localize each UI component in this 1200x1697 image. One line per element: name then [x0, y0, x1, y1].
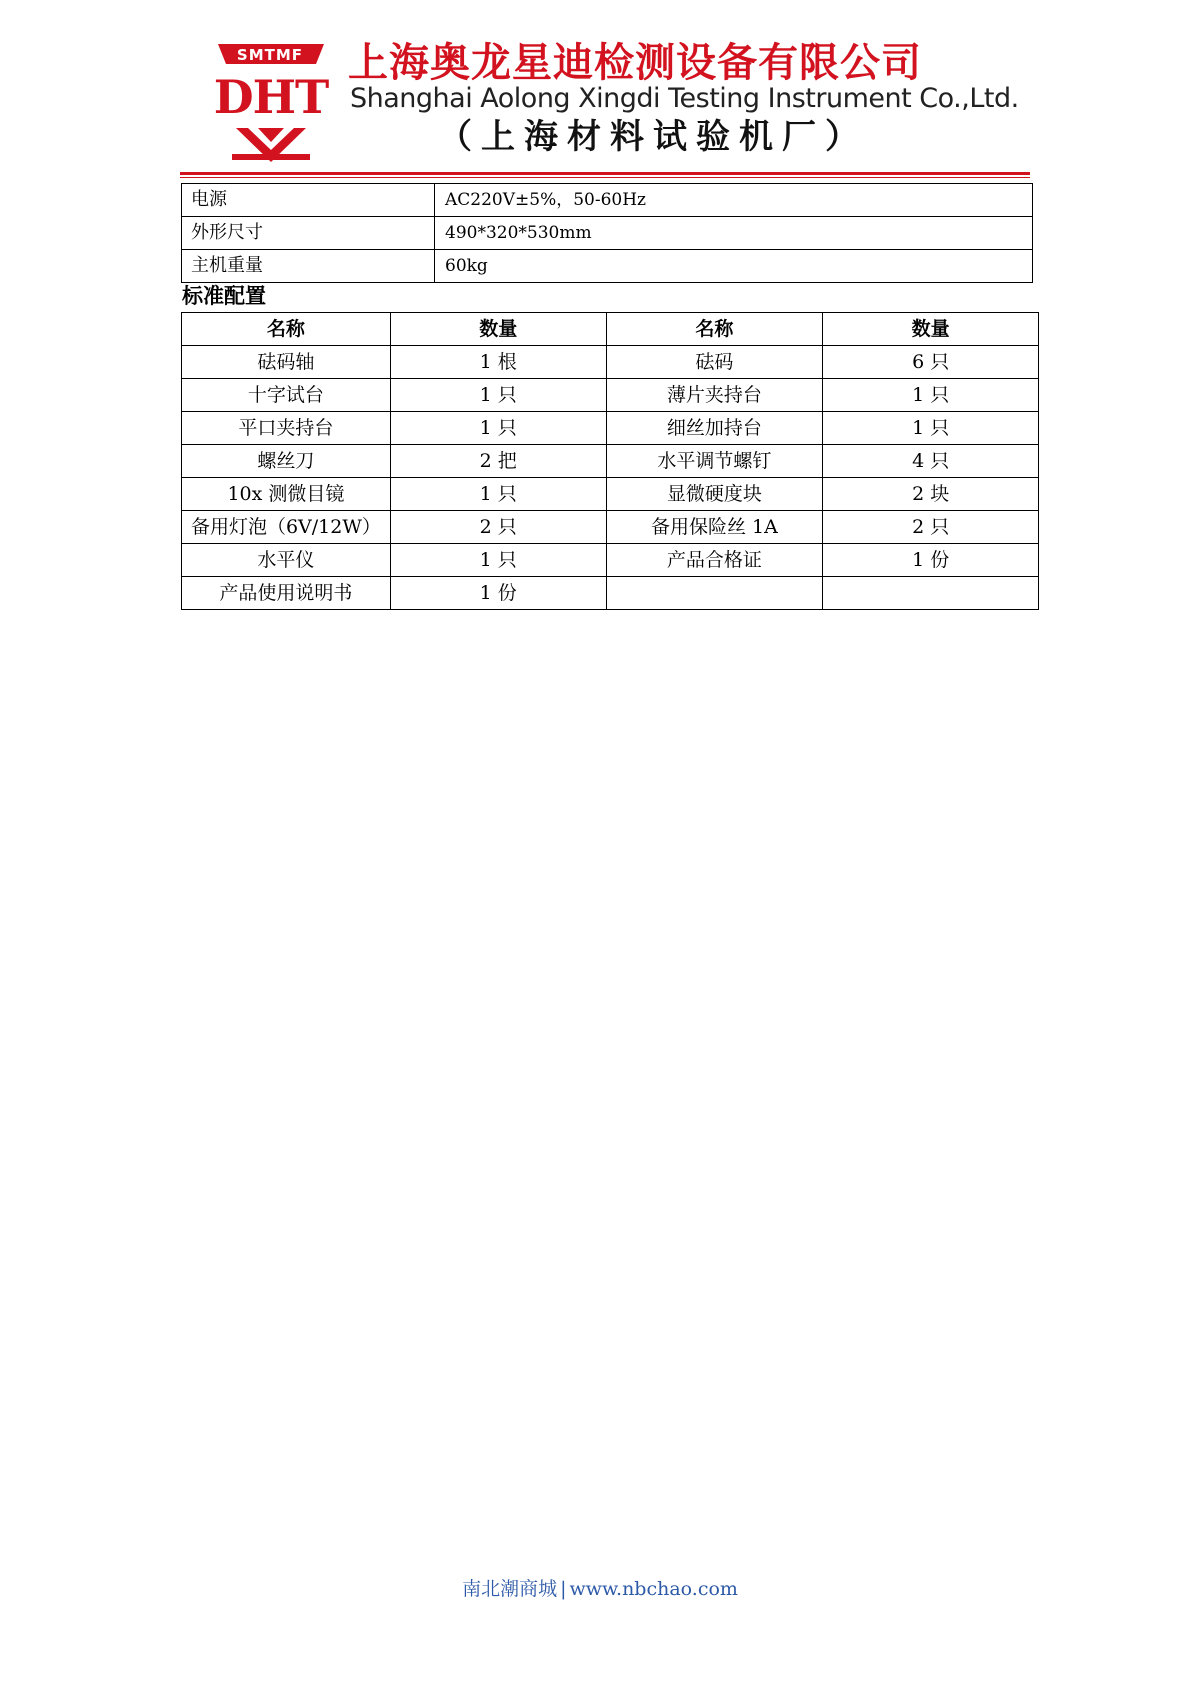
item-quantity: 1 根 — [390, 346, 606, 379]
column-header: 名称 — [182, 313, 391, 346]
column-header: 数量 — [823, 313, 1039, 346]
item-name: 水平调节螺钉 — [606, 445, 823, 478]
column-header: 数量 — [390, 313, 606, 346]
footer-site-name[interactable]: 南北潮商城 — [462, 1578, 558, 1600]
table-row — [182, 577, 1039, 610]
standard-config-table — [181, 312, 1039, 610]
dht-logo — [208, 42, 334, 164]
spec-value: 60kg — [435, 250, 1033, 283]
item-quantity: 1 只 — [823, 379, 1039, 412]
item-name: 砝码轴 — [182, 346, 391, 379]
item-name: 10x 测微目镜 — [182, 478, 391, 511]
item-name: 螺丝刀 — [182, 445, 391, 478]
table-row — [182, 412, 1039, 445]
item-name: 产品合格证 — [606, 544, 823, 577]
item-name: 平口夹持台 — [182, 412, 391, 445]
item-quantity: 4 只 — [823, 445, 1039, 478]
item-quantity: 1 只 — [390, 379, 606, 412]
item-quantity: 2 块 — [823, 478, 1039, 511]
item-name: 细丝加持台 — [606, 412, 823, 445]
item-quantity: 1 份 — [823, 544, 1039, 577]
table-row — [182, 346, 1039, 379]
item-quantity: 1 只 — [390, 544, 606, 577]
spec-value: 490*320*530mm — [435, 217, 1033, 250]
item-quantity: 1 只 — [390, 412, 606, 445]
header-rule-thin — [180, 177, 1030, 178]
factory-name: （上海材料试验机厂） — [438, 117, 868, 157]
item-quantity: 2 把 — [390, 445, 606, 478]
table-row — [182, 184, 1033, 217]
company-name-en: Shanghai Aolong Xingdi Testing Instrument Co.,Ltd. — [350, 83, 1019, 114]
item-name: 备用保险丝 1A — [606, 511, 823, 544]
item-name: 显微硬度块 — [606, 478, 823, 511]
section-title-standard-config: 标准配置 — [182, 284, 266, 308]
column-header: 名称 — [606, 313, 823, 346]
item-name: 产品使用说明书 — [182, 577, 391, 610]
spec-label: 外形尺寸 — [182, 217, 435, 250]
spec-table — [181, 183, 1033, 283]
item-quantity: 2 只 — [823, 511, 1039, 544]
company-name-cn: 上海奥龙星迪检测设备有限公司 — [348, 40, 922, 86]
header-rule-thick — [180, 172, 1030, 175]
footer-watermark — [0, 1576, 1200, 1602]
logo-dht-text: DHT — [213, 70, 329, 124]
item-quantity: 1 只 — [823, 412, 1039, 445]
item-name: 砝码 — [606, 346, 823, 379]
letterhead — [190, 38, 1030, 168]
table-header-row — [182, 313, 1039, 346]
logo-smtmf-text: SMTMF — [236, 46, 304, 64]
item-name: 薄片夹持台 — [606, 379, 823, 412]
item-quantity: 1 只 — [390, 478, 606, 511]
spec-label: 电源 — [182, 184, 435, 217]
table-row — [182, 217, 1033, 250]
footer-url-link[interactable]: www.nbchao.com — [569, 1578, 738, 1600]
item-quantity: 1 份 — [390, 577, 606, 610]
item-name — [606, 577, 823, 610]
footer-separator: | — [560, 1578, 567, 1600]
table-row — [182, 250, 1033, 283]
item-quantity: 6 只 — [823, 346, 1039, 379]
table-row — [182, 511, 1039, 544]
spec-value: AC220V±5%，50-60Hz — [435, 184, 1033, 217]
item-name: 备用灯泡（6V/12W） — [182, 511, 391, 544]
table-row — [182, 478, 1039, 511]
item-name: 十字试台 — [182, 379, 391, 412]
table-row — [182, 379, 1039, 412]
item-quantity: 2 只 — [390, 511, 606, 544]
spec-label: 主机重量 — [182, 250, 435, 283]
table-row — [182, 544, 1039, 577]
item-quantity — [823, 577, 1039, 610]
item-name: 水平仪 — [182, 544, 391, 577]
table-row — [182, 445, 1039, 478]
